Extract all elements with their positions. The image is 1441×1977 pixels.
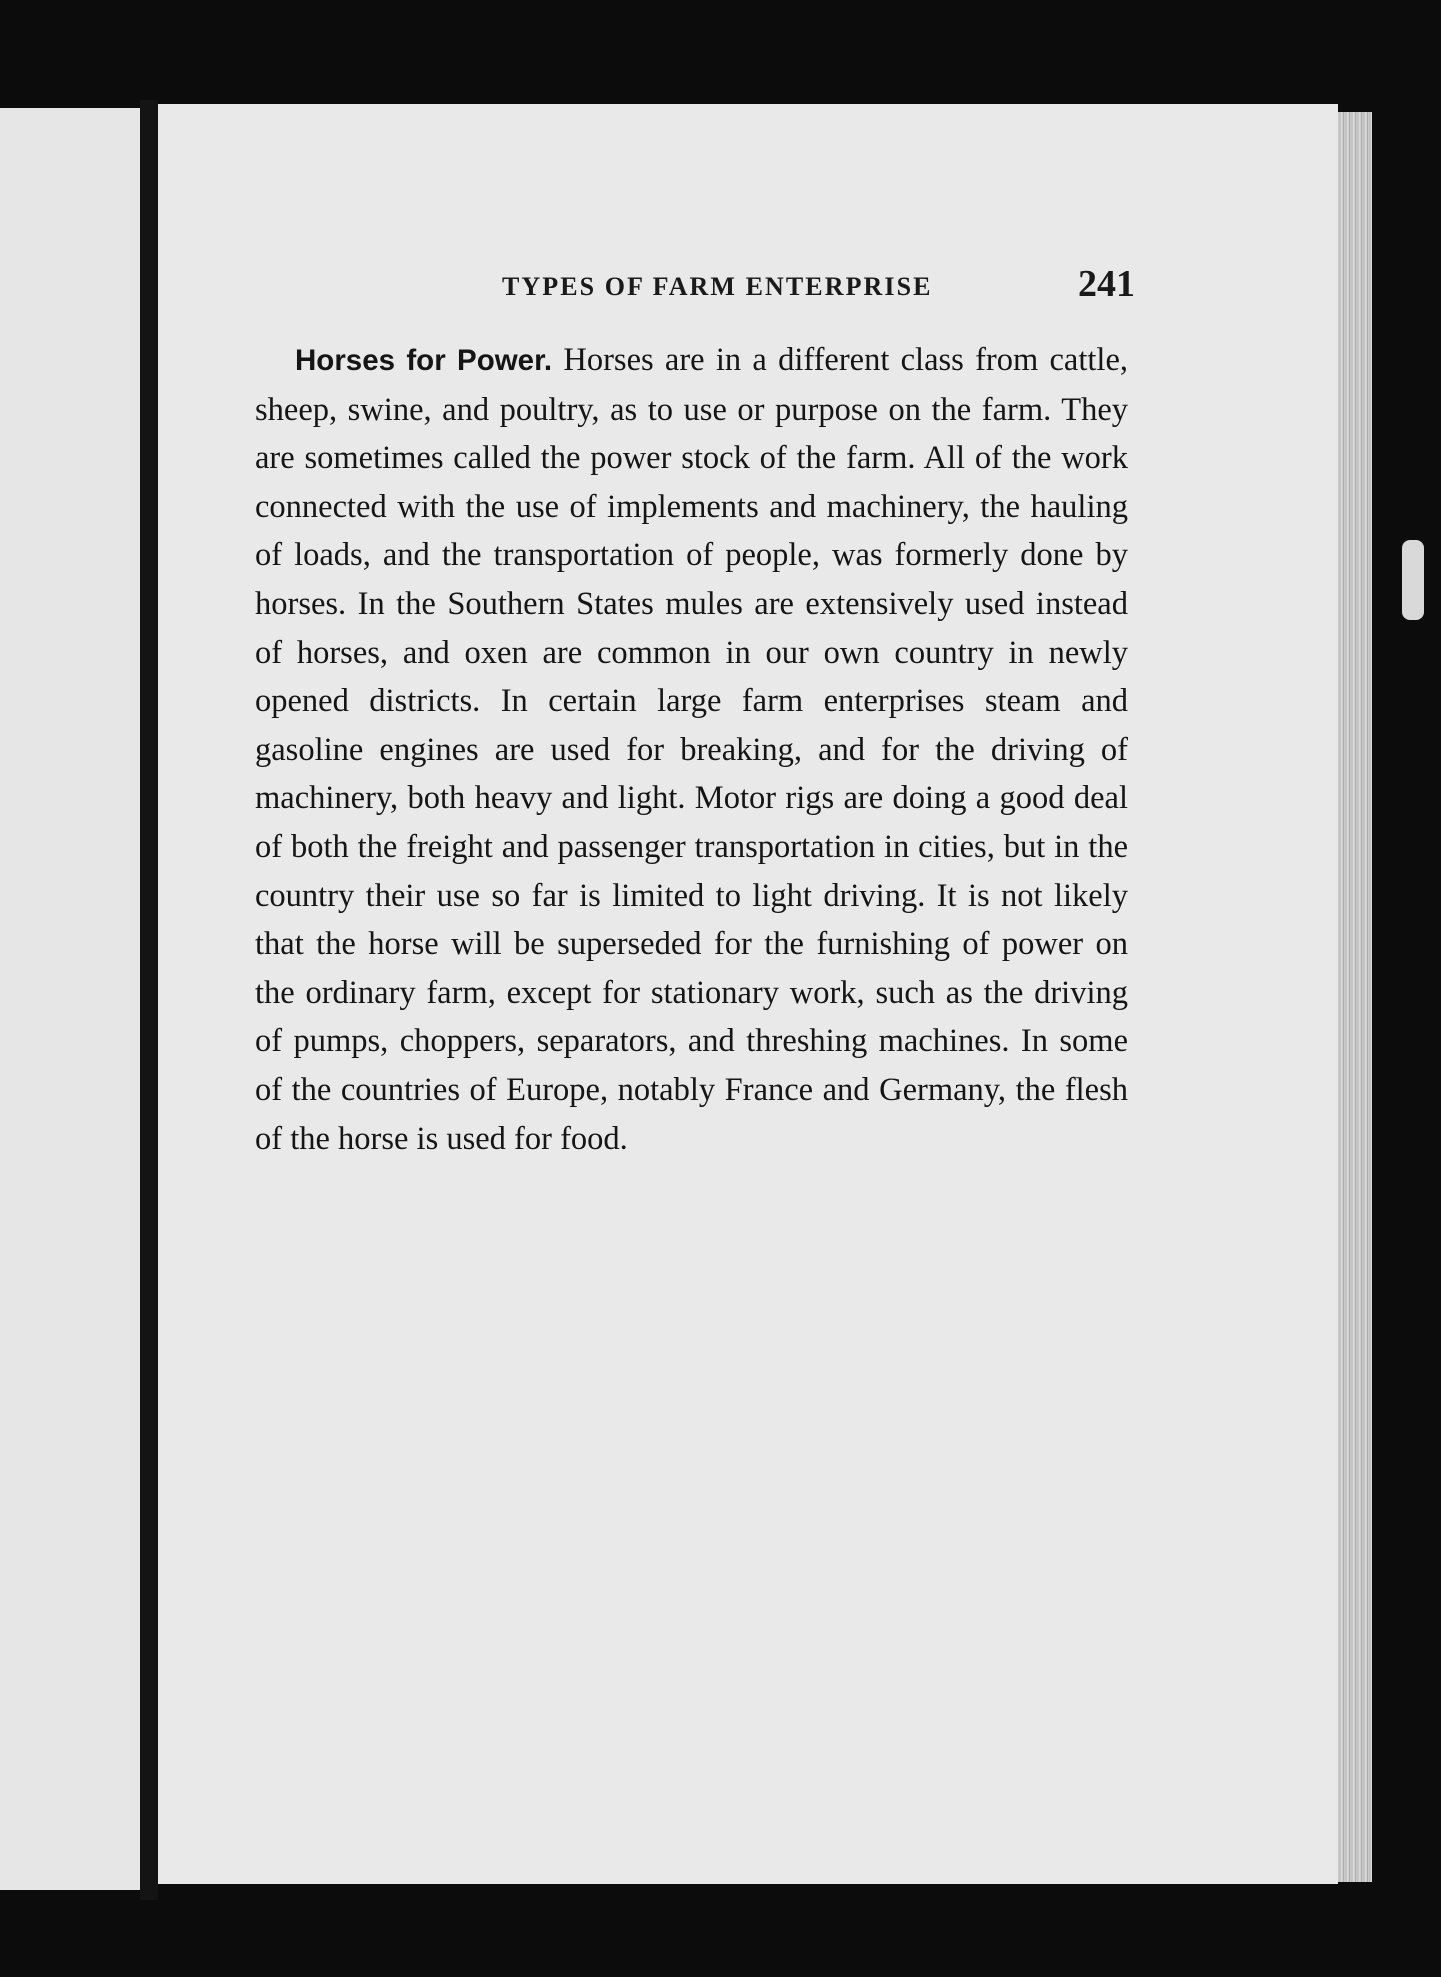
running-head-title: TYPES OF FARM ENTERPRISE xyxy=(502,272,933,301)
page-stack-edges xyxy=(1338,112,1372,1882)
section-heading: Horses for Power. xyxy=(295,344,553,377)
page-edge-tab xyxy=(1402,540,1424,620)
running-head xyxy=(470,262,1135,312)
section-body: Horses are in a different class from cattle, sheep, swine, and poultry, as to use or purpose on the farm. They are sometimes called the power stock of the farm. All of the work connected with the use of implements and machinery, the hauling of loads, and the transportation of people, was formerly done by horses. In the Southern States mules are extensively used instead of horses, and oxen are common in our own country in newly opened districts. In certain large farm enterprises steam and gasoline engines are used for breaking, and for the driving of machinery, both heavy and light. Motor rigs are doing a good deal of both the freight and passenger transportation in cities, but in the country their use so far is limited to light driving. It is not likely that the horse will be superseded for the furnishing of power on the ordinary farm, except for stationary work, such as the driving of pumps, choppers, separators, and threshing machines. In some of the countries of Europe, notably France and Germany, the flesh of the horse is used for food. xyxy=(255,342,1128,1157)
section-paragraph xyxy=(255,336,1128,1163)
book-gutter xyxy=(140,100,158,1900)
facing-page-edge xyxy=(0,108,140,1890)
page-number: 241 xyxy=(1078,263,1135,305)
